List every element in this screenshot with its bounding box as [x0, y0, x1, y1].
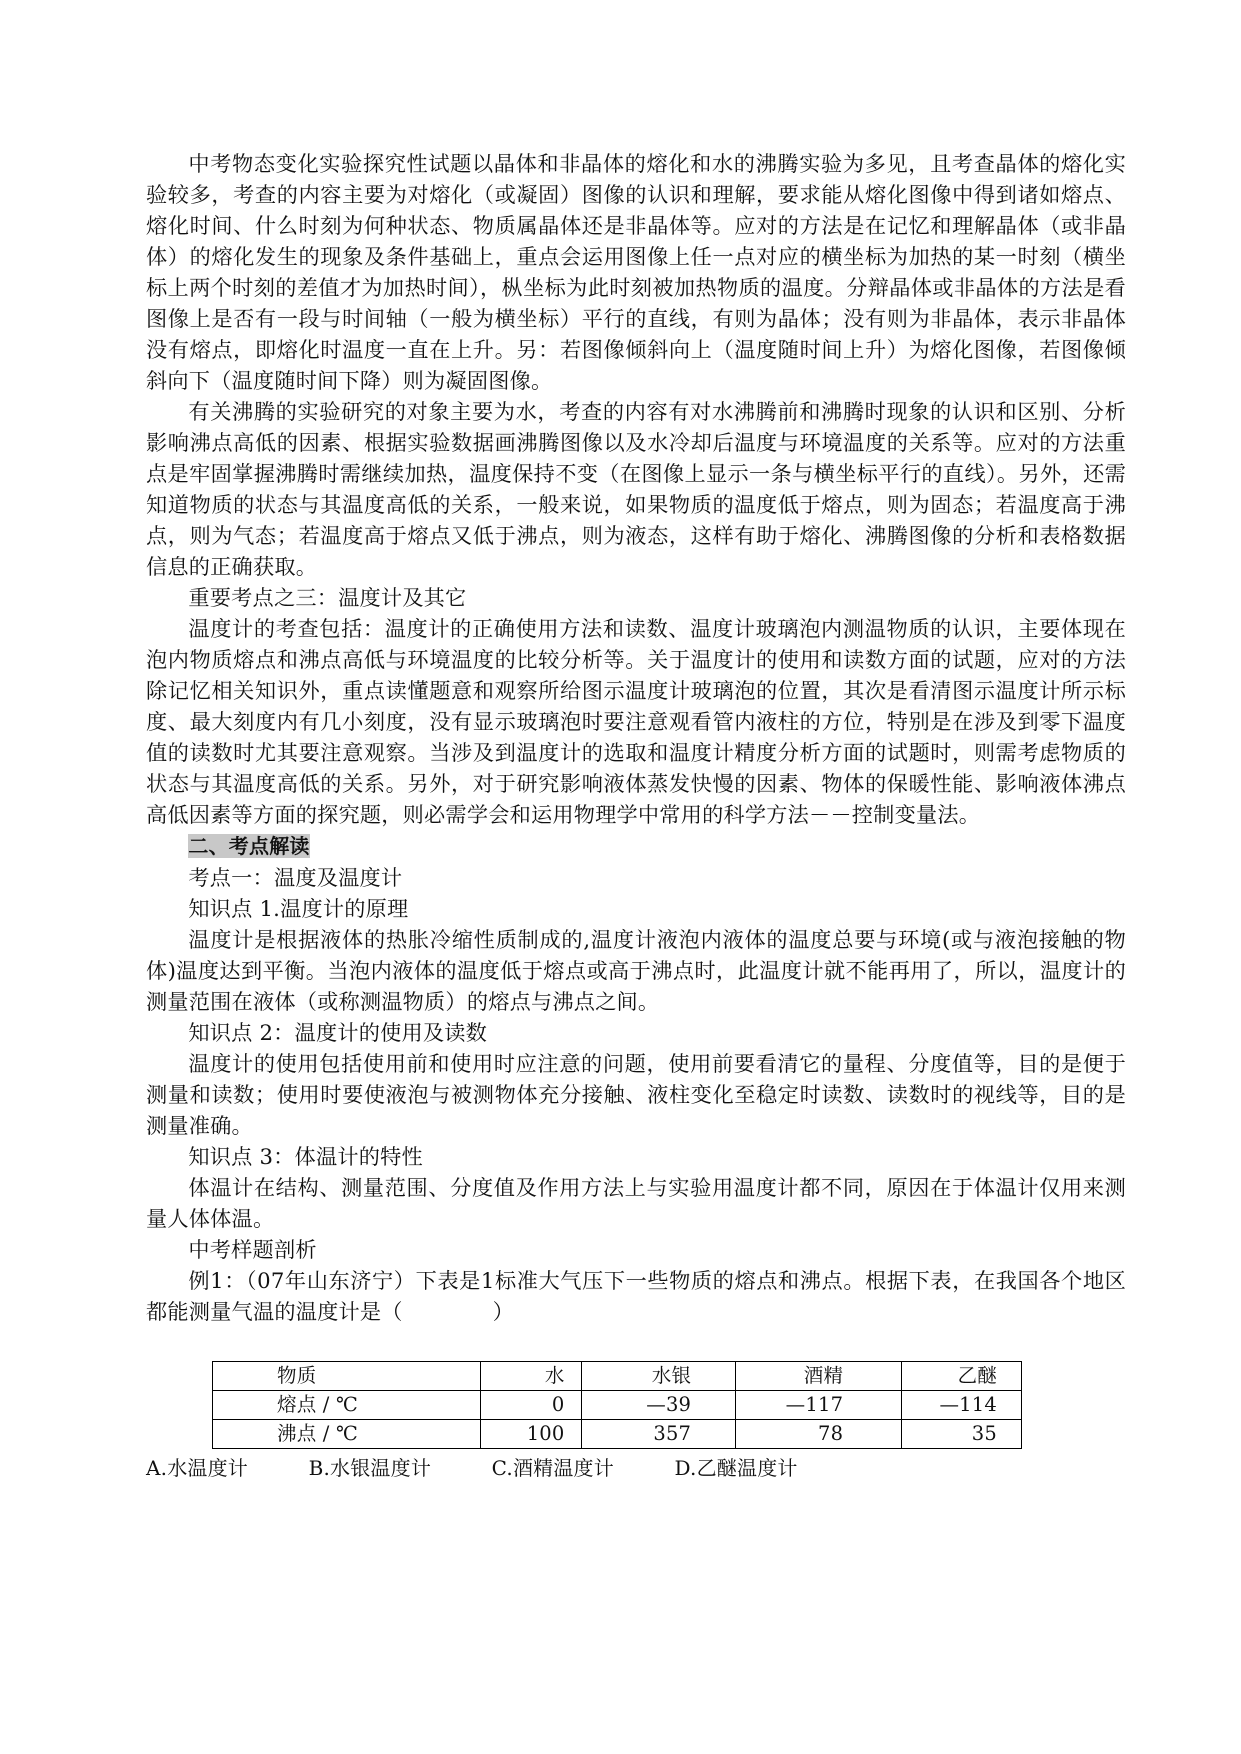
table-header-cell: 乙醚	[902, 1362, 1022, 1391]
table-header-cell: 酒精	[736, 1362, 902, 1391]
table-cell: 熔点 / ℃	[213, 1391, 481, 1420]
table-header-row	[213, 1362, 1022, 1391]
table-header-cell: 水	[481, 1362, 581, 1391]
paragraph-thermometer-principle: 温度计是根据液体的热胀冷缩性质制成的,温度计液泡内液体的温度总要与环境(或与液泡接触的物体)温度达到平衡。当泡内液体的温度低于熔点或高于沸点时，此温度计就不能再用了，所以，温度计的测量范围在液体（或称测温物质）的熔点与沸点之间。	[146, 927, 1126, 1014]
subheading-sample-analysis: 中考样题剖析	[188, 1237, 317, 1262]
paragraph-thermometer-usage: 温度计的使用包括使用前和使用时应注意的问题，使用前要看清它的量程、分度值等，目的是便于测量和读数；使用时要使液泡与被测物体充分接触、液柱变化至稳定时读数、读数时的视线等，目的是测量准确。	[146, 1051, 1126, 1138]
subheading-knowledge-3: 知识点 3：体温计的特性	[188, 1144, 423, 1169]
option-b: B.水银温度计	[308, 1456, 432, 1480]
option-d: D.乙醚温度计	[674, 1456, 798, 1480]
subheading-knowledge-2: 知识点 2：温度计的使用及读数	[188, 1020, 488, 1045]
option-a: A.水温度计	[146, 1456, 249, 1480]
table-cell: —114	[902, 1391, 1022, 1420]
table-header-cell: 水银	[581, 1362, 736, 1391]
subheading-key-point-3: 重要考点之三：温度计及其它	[188, 585, 467, 610]
table-row	[213, 1391, 1022, 1420]
table-cell: 35	[902, 1420, 1022, 1449]
paragraph-boiling-experiments: 有关沸腾的实验研究的对象主要为水，考查的内容有对水沸腾前和沸腾时现象的认识和区别、分析影响沸点高低的因素、根据实验数据画沸腾图像以及水冷却后温度与环境温度的关系等。应对的方法重点是牢固掌握沸腾时需继续加热，温度保持不变（在图像上显示一条与横坐标平行的直线）。另外，还需知道物质的状态与其温度高低的关系，一般来说，如果物质的温度低于熔点，则为固态；若温度高于沸点，则为气态；若温度高于熔点又低于沸点，则为液态，这样有助于熔化、沸腾图像的分析和表格数据信息的正确获取。	[146, 399, 1126, 579]
table-cell: 100	[481, 1420, 581, 1449]
answer-options	[146, 1453, 1126, 1484]
section-heading-2	[146, 830, 1126, 862]
table-cell: —39	[581, 1391, 736, 1420]
subheading-exam-point-1: 考点一：温度及温度计	[188, 865, 403, 890]
example-question-close: ）	[492, 1299, 515, 1324]
paragraph-clinical-thermometer: 体温计在结构、测量范围、分度值及作用方法上与实验用温度计都不同，原因在于体温计仅用来测量人体体温。	[146, 1175, 1126, 1231]
table-row	[213, 1420, 1022, 1449]
table-header-cell: 物质	[213, 1362, 481, 1391]
example-question-text: 例1：（07年山东济宁）下表是1标准大气压下一些物质的熔点和沸点。根据下表，在我国各个地区都能测量气温的温度计是（	[146, 1268, 1126, 1324]
example-question	[146, 1265, 1126, 1327]
paragraph-thermometer-exam: 温度计的考查包括：温度计的正确使用方法和读数、温度计玻璃泡内测温物质的认识，主要体现在泡内物质熔点和沸点高低与环境温度的比较分析等。关于温度计的使用和读数方面的试题，应对的方法除记忆相关知识外，重点读懂题意和观察所给图示温度计玻璃泡的位置，其次是看清图示温度计所示标度、最大刻度内有几小刻度，没有显示玻璃泡时要注意观看管内液柱的方位，特别是在涉及到零下温度值的读数时尤其要注意观察。当涉及到温度计的选取和温度计精度分析方面的试题时，则需考虑物质的状态与其温度高低的关系。另外，对于研究影响液体蒸发快慢的因素、物体的保暖性能、影响液体沸点高低因素等方面的探究题，则必需学会和运用物理学中常用的科学方法－－控制变量法。	[146, 616, 1126, 827]
subheading-knowledge-1: 知识点 1.温度计的原理	[188, 896, 409, 921]
document-page	[146, 148, 1126, 1484]
table-cell: 沸点 / ℃	[213, 1420, 481, 1449]
option-c: C.酒精温度计	[491, 1456, 614, 1480]
table-cell: 357	[581, 1420, 736, 1449]
melting-boiling-table	[212, 1361, 1022, 1449]
table-cell: 0	[481, 1391, 581, 1420]
paragraph-melting-experiments: 中考物态变化实验探究性试题以晶体和非晶体的熔化和水的沸腾实验为多见，且考查晶体的熔化实验较多，考查的内容主要为对熔化（或凝固）图像的认识和理解，要求能从熔化图像中得到诸如熔点、熔化时间、什么时刻为何种状态、物质属晶体还是非晶体等。应对的方法是在记忆和理解晶体（或非晶体）的熔化发生的现象及条件基础上，重点会运用图像上任一点对应的横坐标为加热的某一时刻（横坐标上两个时刻的差值才为加热时间），枞坐标为此时刻被加热物质的温度。分辩晶体或非晶体的方法是看图像上是否有一段与时间轴（一般为横坐标）平行的直线，有则为晶体；没有则为非晶体，表示非晶体没有熔点，即熔化时温度一直在上升。另：若图像倾斜向上（温度随时间上升）为熔化图像，若图像倾斜向下（温度随时间下降）则为凝固图像。	[146, 151, 1126, 393]
section-heading-2-text: 二、考点解读	[188, 834, 310, 858]
table-cell: —117	[736, 1391, 902, 1420]
table-cell: 78	[736, 1420, 902, 1449]
